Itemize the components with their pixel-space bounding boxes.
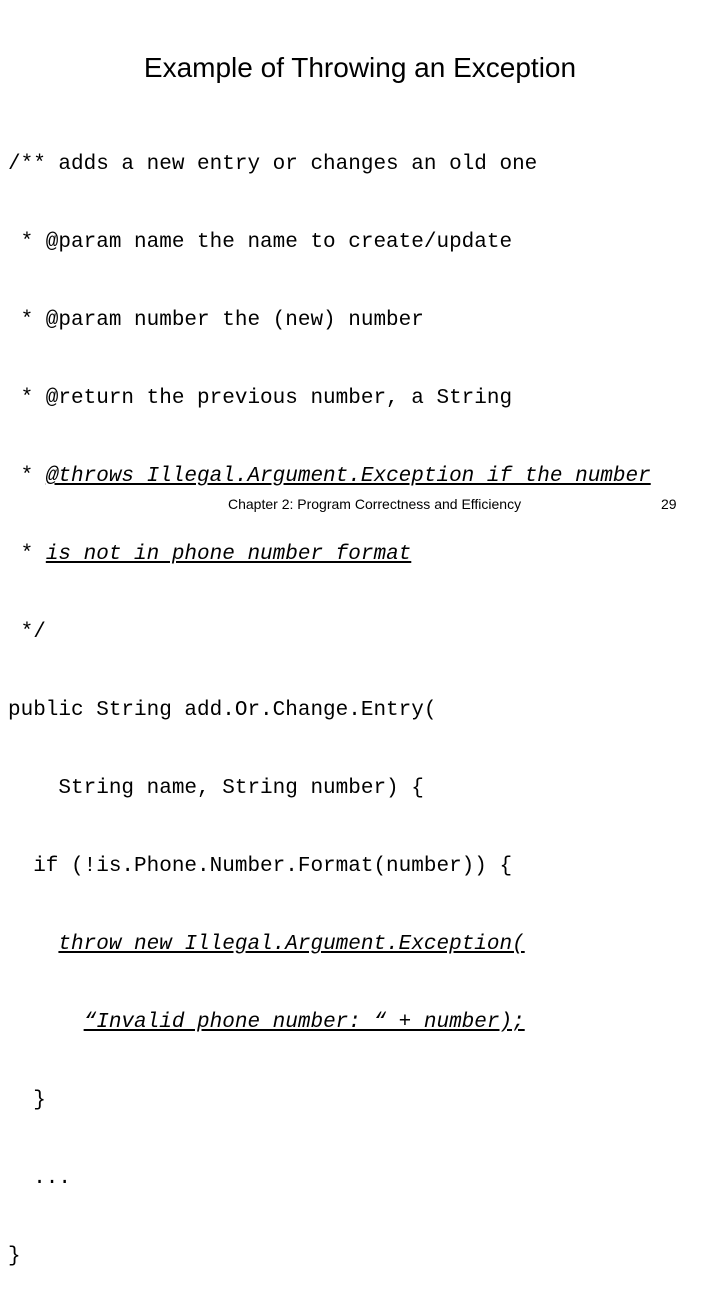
- code-line: [8, 152, 720, 178]
- code-line: [8, 1088, 720, 1114]
- code-line: [8, 464, 720, 490]
- underlined-code: throw new Illegal.Argument.Exception(: [58, 933, 525, 956]
- code-text: */: [8, 621, 46, 644]
- code-line: [8, 386, 720, 412]
- code-text: *: [8, 543, 46, 566]
- underlined-code: is not in phone number format: [45, 543, 412, 566]
- code-line: [8, 620, 720, 646]
- code-line: [8, 308, 720, 334]
- underlined-code: “Invalid phone number: “ + number);: [83, 1011, 525, 1034]
- code-line: [8, 776, 720, 802]
- code-text: * @param number the (new) number: [8, 309, 424, 332]
- code-text: ...: [8, 1167, 72, 1190]
- code-text: }: [8, 1089, 46, 1112]
- code-text: /** adds a new entry or changes an old one: [8, 153, 538, 176]
- code-line: [8, 542, 720, 568]
- code-text: if (!is.Phone.Number.Format(number)) {: [8, 855, 513, 878]
- code-text: String name, String number) {: [8, 777, 424, 800]
- code-line: [8, 854, 720, 880]
- code-text: * @param name the name to create/update: [8, 231, 513, 254]
- code-line: [8, 1244, 720, 1270]
- code-line: [8, 698, 720, 724]
- code-text: [8, 1011, 84, 1034]
- slide-footer: Chapter 2: Program Correctness and Efficiency: [228, 496, 522, 512]
- code-line: [8, 230, 720, 256]
- code-line: [8, 932, 720, 958]
- underlined-code: @throws Illegal.Argument.Exception if the number: [45, 465, 651, 488]
- code-text: }: [8, 1245, 21, 1268]
- code-text: [8, 933, 58, 956]
- code-block: [8, 100, 720, 1296]
- code-text: public String add.Or.Change.Entry(: [8, 699, 437, 722]
- code-line: [8, 1166, 720, 1192]
- page-number: 29: [661, 496, 677, 512]
- code-text: *: [8, 465, 46, 488]
- code-line: [8, 1010, 720, 1036]
- code-text: * @return the previous number, a String: [8, 387, 513, 410]
- slide-title: Example of Throwing an Exception: [143, 52, 577, 83]
